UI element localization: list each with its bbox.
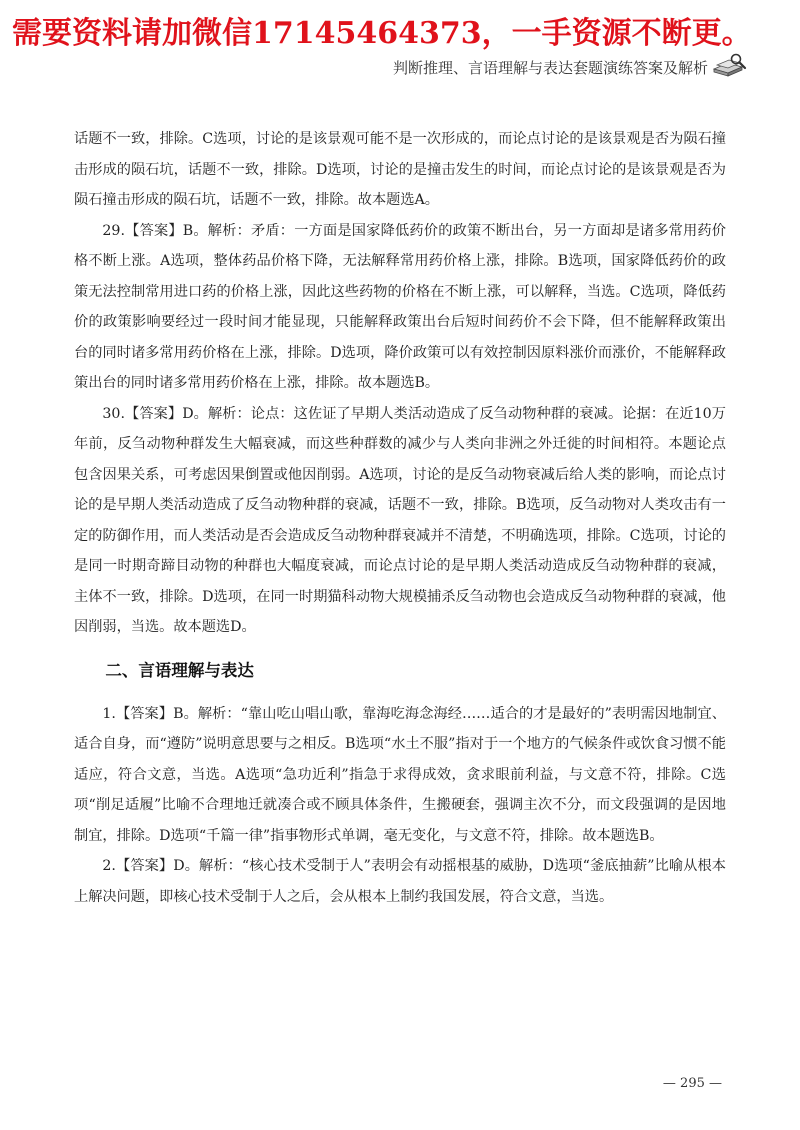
answer-2: 2.【答案】D。解析：“核心技术受制于人”表明会有动摇根基的威胁，D选项“釜底抽薪”比喻从根本上解决问题，即核心技术受制于人之后，会从根本上制约我国发展，符合文意，当选。 <box>74 858 726 905</box>
answer-29: 29.【答案】B。解析：矛盾：一方面是国家降低药价的政策不断出台，另一方面却是诸多常用药价格不断上涨。A选项，整体药品价格下降，无法解释常用药价格上涨，排除。B选项，国家降低药价的政策无法控制常用进口药的价格上涨，因此这些药物的价格在不断上涨，可以解释，当选。C选项，降低药价的政策影响要经过一段时间才能显现，只能解释政策出台后短时间药价不会下降，但不能解释政策出台的同时诸多常用药价格在上涨，排除。D选项，降价政策可以有效控制因原料涨价而涨价，不能解释政策出台的同时诸多常用药价格在上涨，排除。故本题选B。 <box>74 222 726 391</box>
running-header-title: 判断推理、言语理解与表达套题演练答案及解析 <box>392 59 708 77</box>
books-magnifier-icon <box>712 52 748 78</box>
answer-1: 1.【答案】B。解析：“靠山吃山唱山歌，靠海吃海念海经……适合的才是最好的”表明需因地制宜、适合自身，而“遵防”说明意思要与之相反。B选项“水土不服”指对于一个地方的气候条件或饮食习惯不能适应，符合文意，当选。A选项“急功近利”指急于求得成效，贪求眼前利益，与文意不符，排除。C选项“削足适履”比喻不合理地迁就凑合或不顾具体条件，生搬硬套，强调主次不分，而文段强调的是因地制宜，排除。D选项“千篇一律”指事物形式单调，毫无变化，与文意不符，排除。故本题选B。 <box>74 705 726 844</box>
paragraph-continuation: 话题不一致，排除。C选项，讨论的是该景观可能不是一次形成的，而论点讨论的是该景观是否为陨石撞击形成的陨石坑，话题不一致，排除。D选项，讨论的是撞击发生的时间，而论点讨论的是该景观是否为陨石撞击形成的陨石坑，话题不一致，排除。故本题选A。 <box>74 131 726 208</box>
section-heading: 二、言语理解与表达 <box>105 660 254 680</box>
answer-30: 30.【答案】D。解析：论点：这佐证了早期人类活动造成了反刍动物种群的衰减。论据：在近10万年前，反刍动物种群发生大幅衰减，而这些种群数的减少与人类向非洲之外迁徙的时间相符。本题论点包含因果关系，可考虑因果倒置或他因削弱。A选项，讨论的是反刍动物衰减后给人类的影响，而论点讨论的是早期人类活动造成了反刍动物种群的衰减，话题不一致，排除。B选项，反刍动物对人类攻击有一定的防御作用，而人类活动是否会造成反刍动物种群衰减并不清楚，不明确选项，排除。C选项，讨论的是同一时期奇蹄目动物的种群也大幅度衰减，而论点讨论的是早期人类活动造成反刍动物种群的衰减，主体不一致，排除。D选项，在同一时期猫科动物大规模捕杀反刍动物也会造成反刍动物种群的衰减，他因削弱，当选。故本题选D。 <box>74 405 726 635</box>
watermark-banner: 需要资料请加微信17145464373，一手资源不断更。 <box>12 16 752 51</box>
page-body <box>74 124 726 912</box>
page-number: — 295 — <box>662 1076 722 1091</box>
